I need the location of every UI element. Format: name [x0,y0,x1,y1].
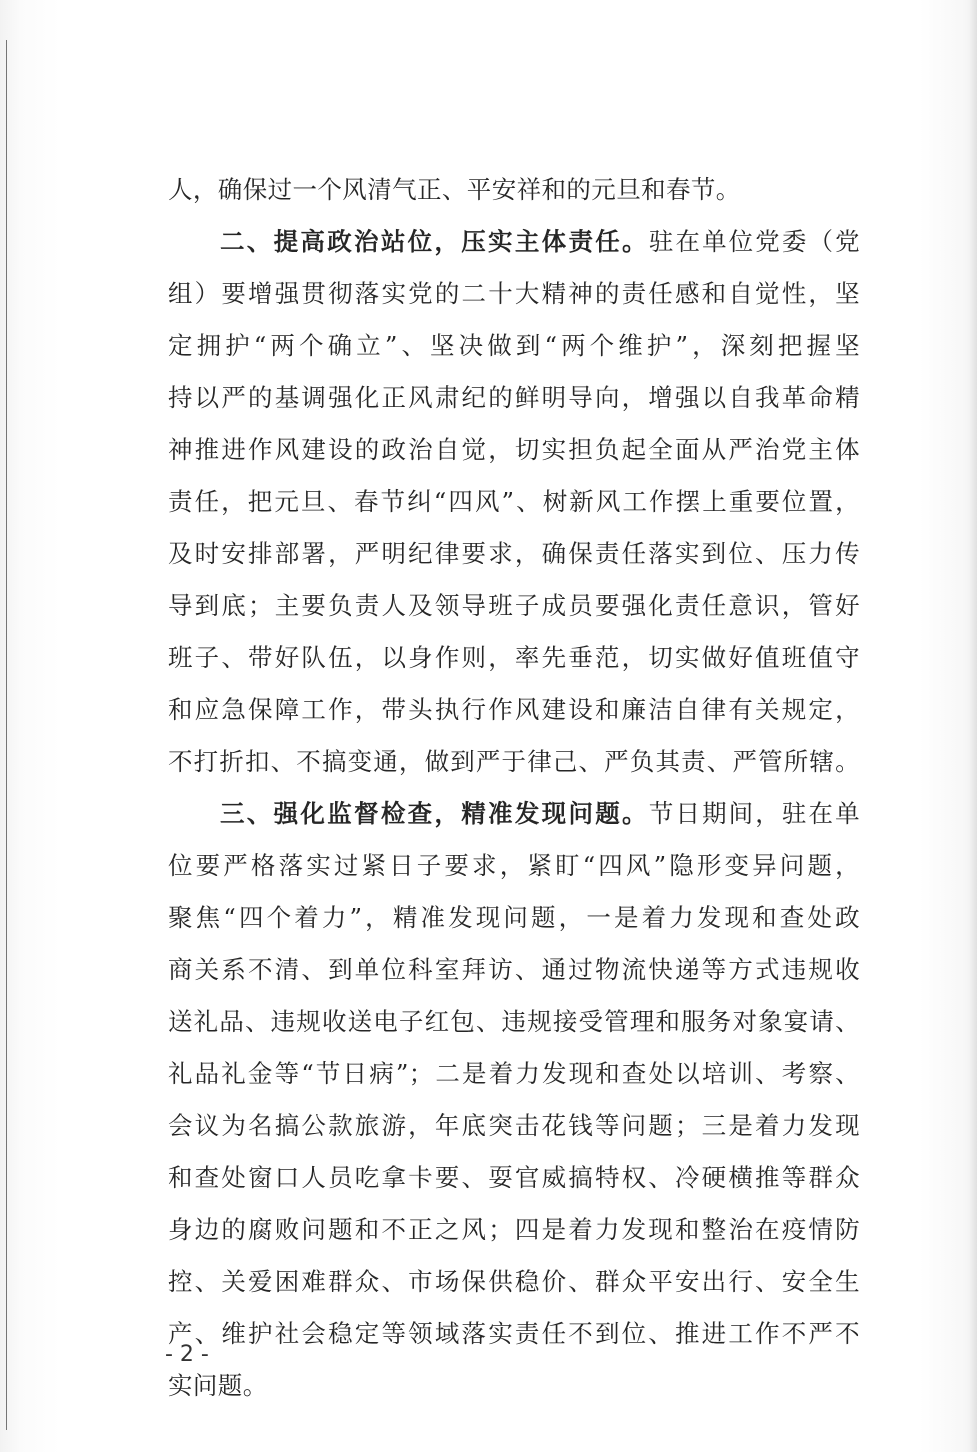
text-line: 产、维护社会稳定等领域落实责任不到位、推进工作不严不 [168,1319,860,1348]
text-line: 控、关爱困难群众、市场保供稳价、群众平安出行、安全生 [168,1267,860,1296]
text-line: 送礼品、违规收送电子红包、违规接受管理和服务对象宴请、 [168,1007,860,1036]
section-3-lead: 节日期间，驻在单 [648,799,860,828]
text-line: 人，确保过一个风清气正、平安祥和的元旦和春节。 [168,175,741,204]
text-line: 不打折扣、不搞变通，做到严于律己、严负其责、严管所辖。 [168,747,860,776]
page-shadow [969,0,977,1452]
section-2-first-line [168,216,860,268]
text-line: 实问题。 [168,1371,268,1400]
section-2-heading: 二、提高政治站位，压实主体责任。 [220,227,649,256]
text-line: 位要严格落实过紧日子要求，紧盯“四风”隐形变异问题， [168,851,860,880]
text-line: 礼品礼金等“节日病”；二是着力发现和查处以培训、考察、 [168,1059,860,1088]
page-edge-line [6,40,7,1430]
section-3-first-line [168,788,860,840]
text-line: 和应急保障工作，带头执行作风建设和廉洁自律有关规定， [168,695,860,724]
text-line: 持以严的基调强化正风肃纪的鲜明导向，增强以自我革命精 [168,383,860,412]
text-line: 聚焦“四个着力”，精准发现问题，一是着力发现和查处政 [168,903,860,932]
text-line: 责任，把元旦、春节纠“四风”、树新风工作摆上重要位置， [168,487,860,516]
text-line: 神推进作风建设的政治自觉，切实担负起全面从严治党主体 [168,435,860,464]
text-line: 班子、带好队伍，以身作则，率先垂范，切实做好值班值守 [168,643,860,672]
text-line: 及时安排部署，严明纪律要求，确保责任落实到位、压力传 [168,539,860,568]
text-line: 定拥护“两个确立”、坚决做到“两个维护”，深刻把握坚 [168,331,860,360]
text-line: 身边的腐败问题和不正之风；四是着力发现和整治在疫情防 [168,1215,860,1244]
text-line: 会议为名搞公款旅游，年底突击花钱等问题；三是着力发现 [168,1111,860,1140]
document-body [168,164,860,1412]
text-line: 导到底；主要负责人及领导班子成员要强化责任意识，管好 [168,591,860,620]
section-2-lead: 驻在单位党委（党 [648,227,860,256]
text-line: 商关系不清、到单位科室拜访、通过物流快递等方式违规收 [168,955,860,984]
text-line: 和查处窗口人员吃拿卡要、耍官威搞特权、冷硬横推等群众 [168,1163,860,1192]
text-line: 组）要增强贯彻落实党的二十大精神的责任感和自觉性，坚 [168,279,860,308]
section-3-heading: 三、强化监督检查，精准发现问题。 [220,799,649,828]
page-number: - 2 - [165,1342,209,1367]
